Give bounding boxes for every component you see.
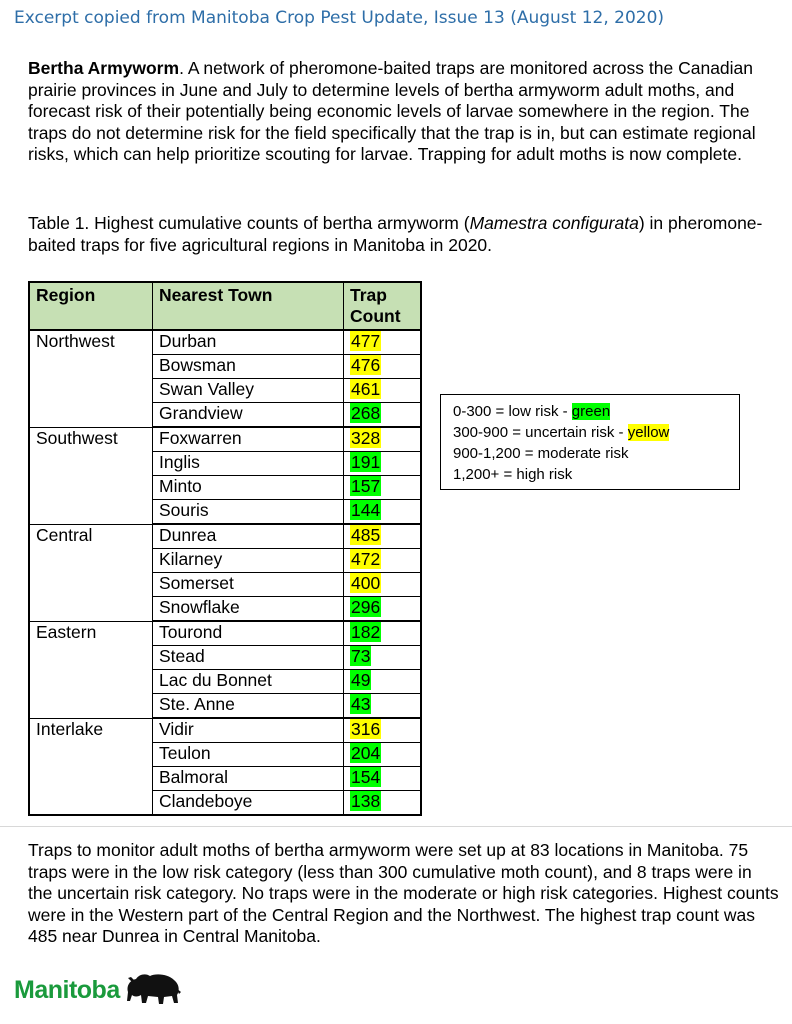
town-cell: Bowsman xyxy=(153,355,344,379)
town-cell: Inglis xyxy=(153,452,344,476)
excerpt-note: Excerpt copied from Manitoba Crop Pest Update, Issue 13 (August 12, 2020) xyxy=(14,8,665,28)
legend-low-swatch: green xyxy=(571,403,611,420)
count-cell xyxy=(344,694,422,719)
header-count-line1: Trap xyxy=(350,285,387,305)
legend-high: 1,200+ = high risk xyxy=(453,466,573,483)
town-cell: Swan Valley xyxy=(153,379,344,403)
count-cell xyxy=(344,573,422,597)
trap-count-value: 268 xyxy=(351,403,381,423)
trap-count-value: 157 xyxy=(351,476,381,496)
town-cell: Teulon xyxy=(153,743,344,767)
town-cell: Clandeboye xyxy=(153,791,344,816)
town-cell: Durban xyxy=(153,330,344,355)
legend-low-text: 0-300 = low risk - xyxy=(453,403,572,420)
town-cell: Vidir xyxy=(153,718,344,743)
count-cell xyxy=(344,355,422,379)
trap-count-value: 154 xyxy=(351,767,381,787)
count-cell xyxy=(344,597,422,622)
trap-count-value: 144 xyxy=(351,500,381,520)
town-cell: Tourond xyxy=(153,621,344,646)
table-body xyxy=(29,330,421,815)
table-row xyxy=(29,524,421,549)
table-row xyxy=(29,621,421,646)
count-cell xyxy=(344,330,422,355)
count-cell xyxy=(344,524,422,549)
town-cell: Somerset xyxy=(153,573,344,597)
town-cell: Kilarney xyxy=(153,549,344,573)
town-cell: Stead xyxy=(153,646,344,670)
header-region: Region xyxy=(29,282,153,330)
town-cell: Ste. Anne xyxy=(153,694,344,719)
trap-count-value: 477 xyxy=(351,331,381,351)
town-cell: Foxwarren xyxy=(153,427,344,452)
trap-count-value: 296 xyxy=(351,597,381,617)
count-cell xyxy=(344,403,422,428)
trap-count-value: 182 xyxy=(351,622,381,642)
count-cell xyxy=(344,621,422,646)
count-cell xyxy=(344,767,422,791)
trap-count-value: 204 xyxy=(351,743,381,763)
region-cell: Central xyxy=(29,524,153,621)
count-cell xyxy=(344,743,422,767)
region-cell: Interlake xyxy=(29,718,153,815)
intro-heading: Bertha Armyworm xyxy=(28,58,180,78)
count-cell xyxy=(344,791,422,816)
count-cell xyxy=(344,476,422,500)
count-cell xyxy=(344,379,422,403)
trap-count-table xyxy=(28,281,422,816)
header-count xyxy=(344,282,422,330)
intro-text: . A network of pheromone-baited traps are monitored across the Canadian prairie provinces in June and July to determine levels of bertha armyworm adult moths, and forecast risk of their potentially being economic levels of larvae somewhere in the region. The traps do not determine risk for the field specifically that the trap is in, but can estimate regional risks, which can help prioritize scouting for larvae. Trapping for adult moths is now complete. xyxy=(28,58,756,164)
logo-wordmark: Manitoba xyxy=(14,975,120,1004)
table-caption xyxy=(28,213,768,256)
risk-legend xyxy=(440,394,740,490)
trap-count-value: 472 xyxy=(351,549,381,569)
count-cell xyxy=(344,646,422,670)
trap-count-value: 485 xyxy=(351,525,381,545)
trap-count-value: 73 xyxy=(351,646,371,666)
town-cell: Dunrea xyxy=(153,524,344,549)
trap-count-value: 400 xyxy=(351,573,381,593)
town-cell: Balmoral xyxy=(153,767,344,791)
region-cell: Southwest xyxy=(29,427,153,524)
table-header-row xyxy=(29,282,421,330)
count-cell xyxy=(344,670,422,694)
town-cell: Grandview xyxy=(153,403,344,428)
count-cell xyxy=(344,718,422,743)
trap-count-value: 43 xyxy=(351,694,371,714)
town-cell: Snowflake xyxy=(153,597,344,622)
caption-species: Mamestra configurata xyxy=(469,213,639,233)
header-count-line2: Count xyxy=(350,306,401,326)
summary-paragraph: Traps to monitor adult moths of bertha armyworm were set up at 83 locations in Manitoba. 75 traps were in the low risk category (less than 300 cumulative moth count), and 8 traps were in the uncertain risk category. No traps were in the moderate or high risk categories. Highest counts were in the Western part of the Central Region and the Northwest. The highest trap count was 485 near Dunrea in Central Manitoba. xyxy=(28,840,779,946)
table-row xyxy=(29,718,421,743)
count-cell xyxy=(344,452,422,476)
town-cell: Minto xyxy=(153,476,344,500)
intro-paragraph xyxy=(28,58,768,166)
header-town: Nearest Town xyxy=(153,282,344,330)
region-cell: Eastern xyxy=(29,621,153,718)
table-row xyxy=(29,427,421,452)
caption-before: Table 1. Highest cumulative counts of bertha armyworm ( xyxy=(28,213,470,233)
bison-icon xyxy=(124,970,182,1010)
town-cell: Souris xyxy=(153,500,344,525)
caption-after: ) in pheromone-baited traps for five agricultural regions in Manitoba in 2020. xyxy=(28,213,763,255)
legend-moderate: 900-1,200 = moderate risk xyxy=(453,445,629,462)
trap-count-value: 476 xyxy=(351,355,381,375)
section-divider xyxy=(0,826,792,827)
legend-uncertain-text: 300-900 = uncertain risk - xyxy=(453,424,628,441)
table-row xyxy=(29,330,421,355)
legend-uncertain xyxy=(453,422,727,443)
count-cell xyxy=(344,500,422,525)
trap-count-value: 191 xyxy=(351,452,381,472)
trap-count-value: 461 xyxy=(351,379,381,399)
count-cell xyxy=(344,427,422,452)
trap-count-value: 49 xyxy=(351,670,371,690)
town-cell: Lac du Bonnet xyxy=(153,670,344,694)
manitoba-logo xyxy=(14,968,182,1012)
legend-low xyxy=(453,401,727,422)
count-cell xyxy=(344,549,422,573)
legend-uncertain-swatch: yellow xyxy=(627,424,670,441)
trap-count-value: 138 xyxy=(351,791,381,811)
trap-count-value: 316 xyxy=(351,719,381,739)
trap-count-value: 328 xyxy=(351,428,381,448)
region-cell: Northwest xyxy=(29,330,153,427)
